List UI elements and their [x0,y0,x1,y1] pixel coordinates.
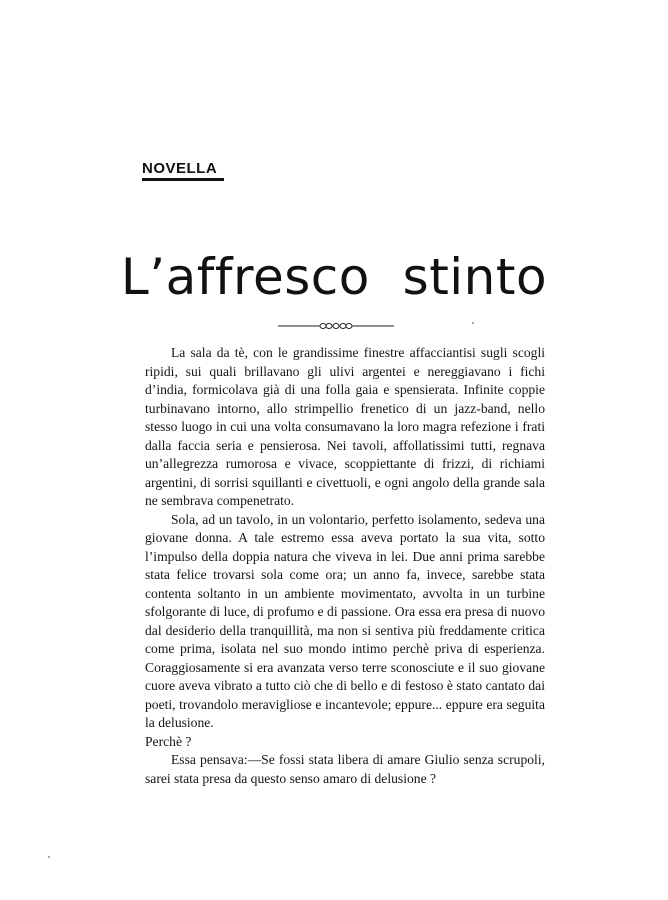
paragraph: Sola, ad un tavolo, in un volontario, perfetto isolamento, sedeva una giovane donna. A tale estremo essa aveva portato la sua vita, sotto l’impulso della doppia natura che viveva in lei. Due anni prima sarebbe stata felice trovarsi sola come ora; un anno fa, invece, sarebbe stata contenta soltanto in un ambiente movimentato, avvolta in un turbine sfolgorante di luce, di profumo e di passione. Ora essa era presa di nuovo dal desiderio della tranquillità, ma non si sentiva più freddamente critica come prima, isolata nel suo mondo intimo perchè priva di esperienza. Coraggiosamente si era avanzata verso terre sconosciute e il suo giovane cuore aveva vibrato a tutto ciò che di bello e di festoso è stato cantato dai poeti, trovandolo meravigliose e incantevole; eppure... eppure era seguita la delusione. [145,511,545,730]
story-body [145,344,545,788]
paragraph: Perchè ? [145,733,192,749]
paper-speck [472,322,474,324]
paragraph: La sala da tè, con le grandissime finestre affacciantisi sugli scogli ripidi, sui quali brillavano gli ulivi argentei e nereggiavano i fichi d’india, formicolava già di una folla gaia e spensierata. Infinite coppie turbinavano intorno, allo strimpellio frenetico di un jazz-band, nello stesso luogo in cui una volta consumavano la loro magra refezione i frati dalla faccia seria e pensierosa. Nei tavoli, affollatissimi tutti, regnava un’allegrezza rumorosa e vivace, scoppiettante di frizzi, di richiami argentini, di sorrisi squillanti e civettuoli, e ogni angolo della grande sala ne sembrava compenetrato. [145,345,545,508]
paper-speck [48,856,50,858]
paragraph: Essa pensava:—Se fossi stata libera di amare Giulio senza scrupoli, sarei stata presa da questo senso amaro di delusione ? [145,752,545,786]
section-label: NOVELLA [142,160,218,177]
section-underline [142,178,224,181]
story-title: L’affresco stinto [120,248,548,306]
title-ornament [278,320,394,332]
